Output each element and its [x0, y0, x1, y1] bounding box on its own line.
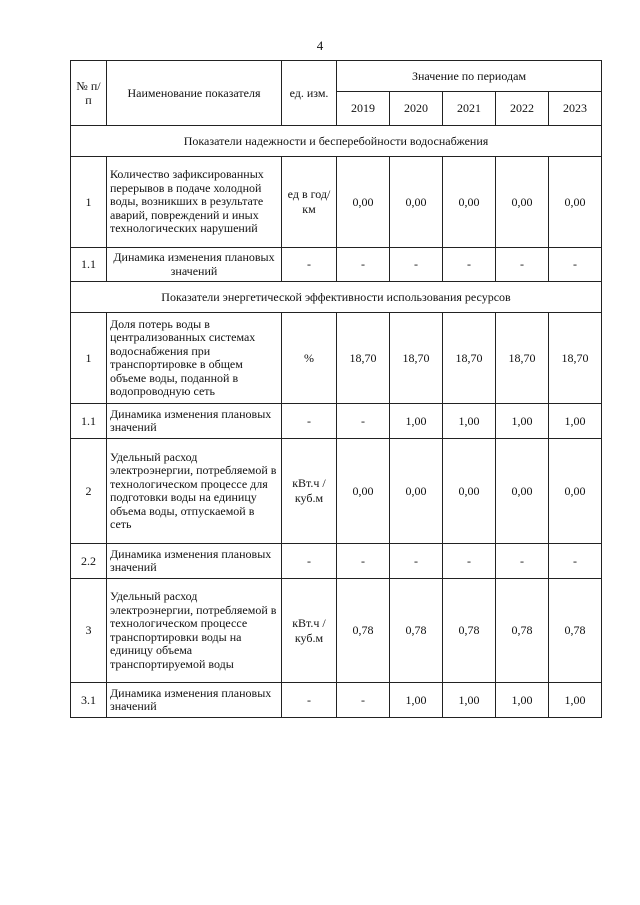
- header-year: 2022: [496, 92, 549, 126]
- row-value: 0,00: [390, 439, 443, 544]
- row-num: 3.1: [71, 683, 107, 718]
- row-value: 0,78: [337, 579, 390, 683]
- row-value: 0,00: [390, 157, 443, 248]
- row-value: 1,00: [496, 683, 549, 718]
- row-name: Доля потерь воды в централизованных системах водоснабжения при транспортировке в общем объеме воды, поданной в водопроводную сеть: [107, 313, 282, 404]
- row-value: -: [496, 544, 549, 579]
- row-value: -: [337, 544, 390, 579]
- table-row: [71, 157, 602, 248]
- row-value: -: [443, 544, 496, 579]
- row-value: 0,78: [549, 579, 602, 683]
- page-number: 4: [316, 38, 324, 53]
- header-year: 2023: [549, 92, 602, 126]
- row-name: Количество зафиксированных перерывов в подаче холодной воды, возникших в результате аварий, повреждений и иных технологических нарушений: [107, 157, 282, 248]
- row-name: Динамика изменения плановых значений: [107, 544, 282, 579]
- row-value: 18,70: [390, 313, 443, 404]
- row-value: 18,70: [337, 313, 390, 404]
- row-value: 0,00: [443, 157, 496, 248]
- row-num: 1.1: [71, 404, 107, 439]
- row-value: -: [337, 248, 390, 282]
- row-value: -: [549, 544, 602, 579]
- row-value: -: [496, 248, 549, 282]
- row-value: -: [390, 544, 443, 579]
- row-value: 1,00: [390, 683, 443, 718]
- header-year: 2019: [337, 92, 390, 126]
- row-value: 1,00: [390, 404, 443, 439]
- row-value: 1,00: [443, 404, 496, 439]
- row-name: Удельный расход электроэнергии, потребляемой в технологическом процессе транспортировки воды на единицу объема транспортируемой воды: [107, 579, 282, 683]
- table-row: [71, 683, 602, 718]
- header-year: 2020: [390, 92, 443, 126]
- section-row: [71, 126, 602, 157]
- row-num: 1.1: [71, 248, 107, 282]
- row-value: -: [337, 683, 390, 718]
- row-name: Динамика изменения плановых значений: [107, 248, 282, 282]
- row-unit: -: [282, 404, 337, 439]
- section-row: [71, 282, 602, 313]
- table-row: [71, 313, 602, 404]
- row-value: 0,78: [496, 579, 549, 683]
- row-value: 0,00: [337, 157, 390, 248]
- row-unit: ед в год/ км: [282, 157, 337, 248]
- header-year: 2021: [443, 92, 496, 126]
- row-value: 1,00: [443, 683, 496, 718]
- row-value: 18,70: [549, 313, 602, 404]
- row-name: Динамика изменения плановых значений: [107, 683, 282, 718]
- table-row: [71, 404, 602, 439]
- row-unit: -: [282, 683, 337, 718]
- header-name: Наименование показателя: [107, 61, 282, 126]
- header-num: № п/п: [71, 61, 107, 126]
- row-unit: кВт.ч / куб.м: [282, 439, 337, 544]
- row-unit: -: [282, 248, 337, 282]
- row-value: 18,70: [496, 313, 549, 404]
- row-unit: кВт.ч / куб.м: [282, 579, 337, 683]
- row-value: 0,00: [496, 157, 549, 248]
- row-value: -: [390, 248, 443, 282]
- row-value: 0,00: [443, 439, 496, 544]
- section-title: Показатели надежности и бесперебойности водоснабжения: [71, 126, 602, 157]
- row-num: 1: [71, 313, 107, 404]
- row-unit: %: [282, 313, 337, 404]
- row-num: 3: [71, 579, 107, 683]
- row-value: 0,78: [390, 579, 443, 683]
- row-num: 2: [71, 439, 107, 544]
- table-row: [71, 439, 602, 544]
- row-value: 1,00: [549, 683, 602, 718]
- row-value: 0,00: [549, 157, 602, 248]
- row-num: 1: [71, 157, 107, 248]
- row-value: 0,78: [443, 579, 496, 683]
- row-value: 0,00: [496, 439, 549, 544]
- row-value: 1,00: [549, 404, 602, 439]
- row-value: -: [443, 248, 496, 282]
- row-value: 18,70: [443, 313, 496, 404]
- row-name: Удельный расход электроэнергии, потребляемой в технологическом процессе для подготовки воды на единицу объема воды, отпускаемой в сеть: [107, 439, 282, 544]
- table-row: [71, 248, 602, 282]
- row-value: -: [337, 404, 390, 439]
- header-periods: Значение по периодам: [337, 61, 602, 92]
- indicators-table: [70, 60, 602, 718]
- row-value: 0,00: [337, 439, 390, 544]
- table-row: [71, 544, 602, 579]
- section-title: Показатели энергетической эффективности использования ресурсов: [71, 282, 602, 313]
- row-unit: -: [282, 544, 337, 579]
- row-name: Динамика изменения плановых значений: [107, 404, 282, 439]
- row-value: -: [549, 248, 602, 282]
- row-value: 0,00: [549, 439, 602, 544]
- table-row: [71, 579, 602, 683]
- header-unit: ед. изм.: [282, 61, 337, 126]
- row-num: 2.2: [71, 544, 107, 579]
- row-value: 1,00: [496, 404, 549, 439]
